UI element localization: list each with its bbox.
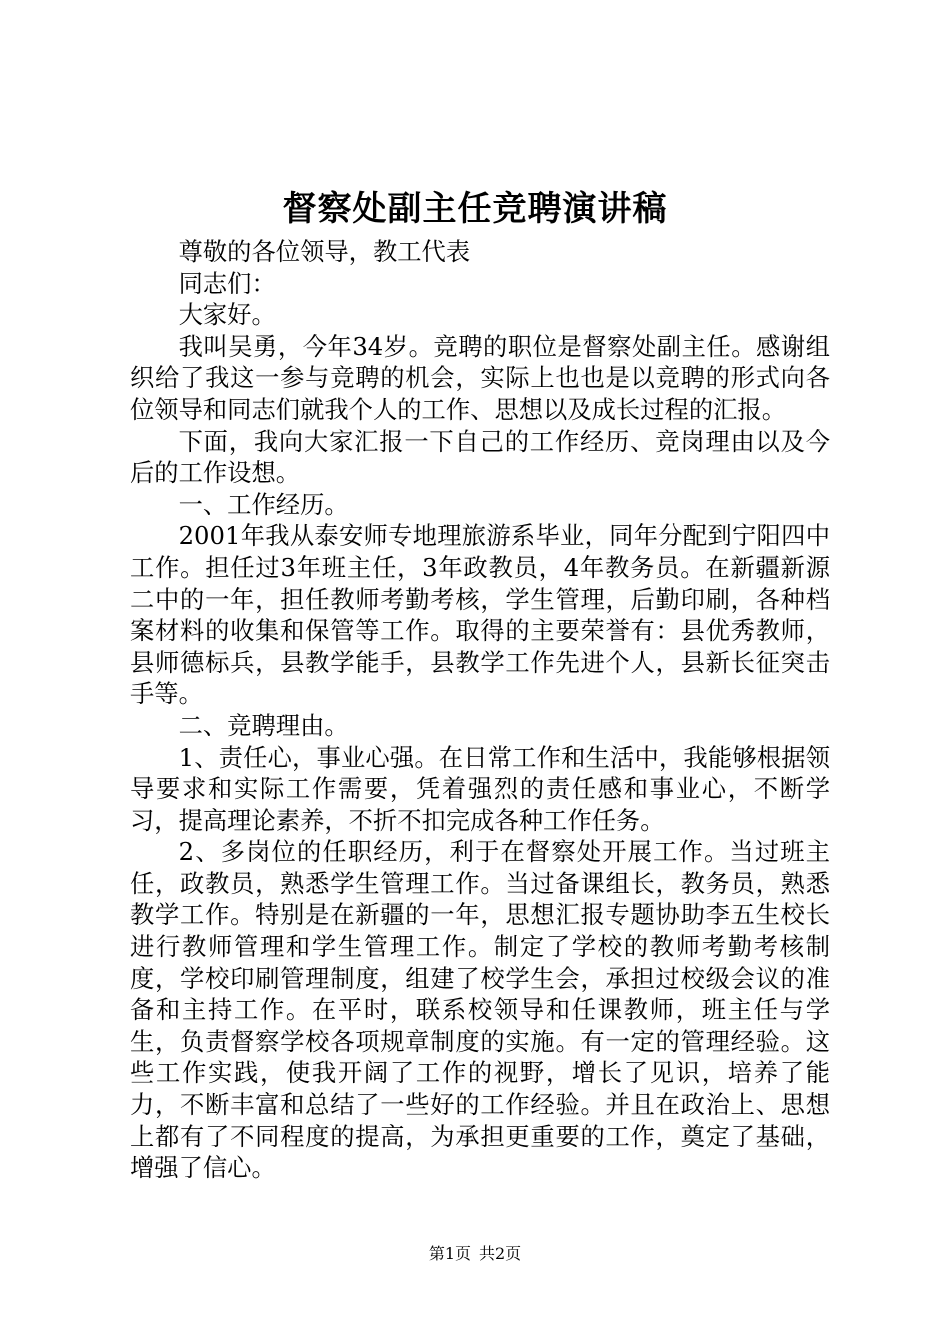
- greeting-paragraph: 大家好。: [178, 300, 276, 330]
- page-footer: [0, 1243, 950, 1265]
- reason-1-paragraph: 1、责任心，事业心强。在日常工作和生活中，我能够根据领导要求和实际工作需要，凭着强烈的责任感和事业心，不断学习，提高理论素养，不折不扣完成各种工作任务。: [130, 742, 830, 835]
- page-number-current: 第1页: [428, 1244, 471, 1263]
- document-title: 督察处副主任竞聘演讲稿: [282, 189, 668, 229]
- work-experience-paragraph: 2001年我从泰安师专地理旅游系毕业，同年分配到宁阳四中工作。担任过3年班主任，3年政教员，4年教务员。在新疆新源二中的一年，担任教师考勤考核，学生管理，后勤印刷，各种档案材料的收集和保管等工作。取得的主要荣誉有：县优秀教师，县师德标兵，县教学能手，县教学工作先进个人，县新长征突击手等。: [130, 521, 830, 709]
- outline-paragraph: 下面，我向大家汇报一下自己的工作经历、竞岗理由以及今后的工作设想。: [130, 426, 830, 488]
- document-body: [130, 236, 830, 1184]
- address-paragraph: 同志们：: [178, 268, 276, 298]
- introduction-paragraph: 我叫吴勇，今年34岁。竞聘的职位是督察处副主任。感谢组织给了我这一参与竞聘的机会，实际上也也是以竞聘的形式向各位领导和同志们就我个人的工作、思想以及成长过程的汇报。: [130, 331, 830, 424]
- salutation-paragraph: 尊敬的各位领导，教工代表: [178, 237, 471, 266]
- page-number-total: 共2页: [479, 1244, 522, 1263]
- section-heading-reasons: 二、竞聘理由。: [178, 710, 349, 740]
- reason-2-paragraph: 2、多岗位的任职经历，利于在督察处开展工作。当过班主任，政教员，熟悉学生管理工作。当过备课组长，教务员，熟悉教学工作。特别是在新疆的一年，思想汇报专题协助李五生校长进行教师管理和学生管理工作。制定了学校的教师考勤考核制度，学校印刷管理制度，组建了校学生会，承担过校级会议的准备和主持工作。在平时，联系校领导和任课教师，班主任与学生，负责督察学校各项规章制度的实施。有一定的管理经验。这些工作实践，使我开阔了工作的视野，增长了见识，培养了能力，不断丰富和总结了一些好的工作经验。并且在政治上、思想上都有了不同程度的提高，为承担更重要的工作，奠定了基础，增强了信心。: [130, 837, 830, 1183]
- section-heading-work-experience: 一、工作经历。: [178, 489, 349, 519]
